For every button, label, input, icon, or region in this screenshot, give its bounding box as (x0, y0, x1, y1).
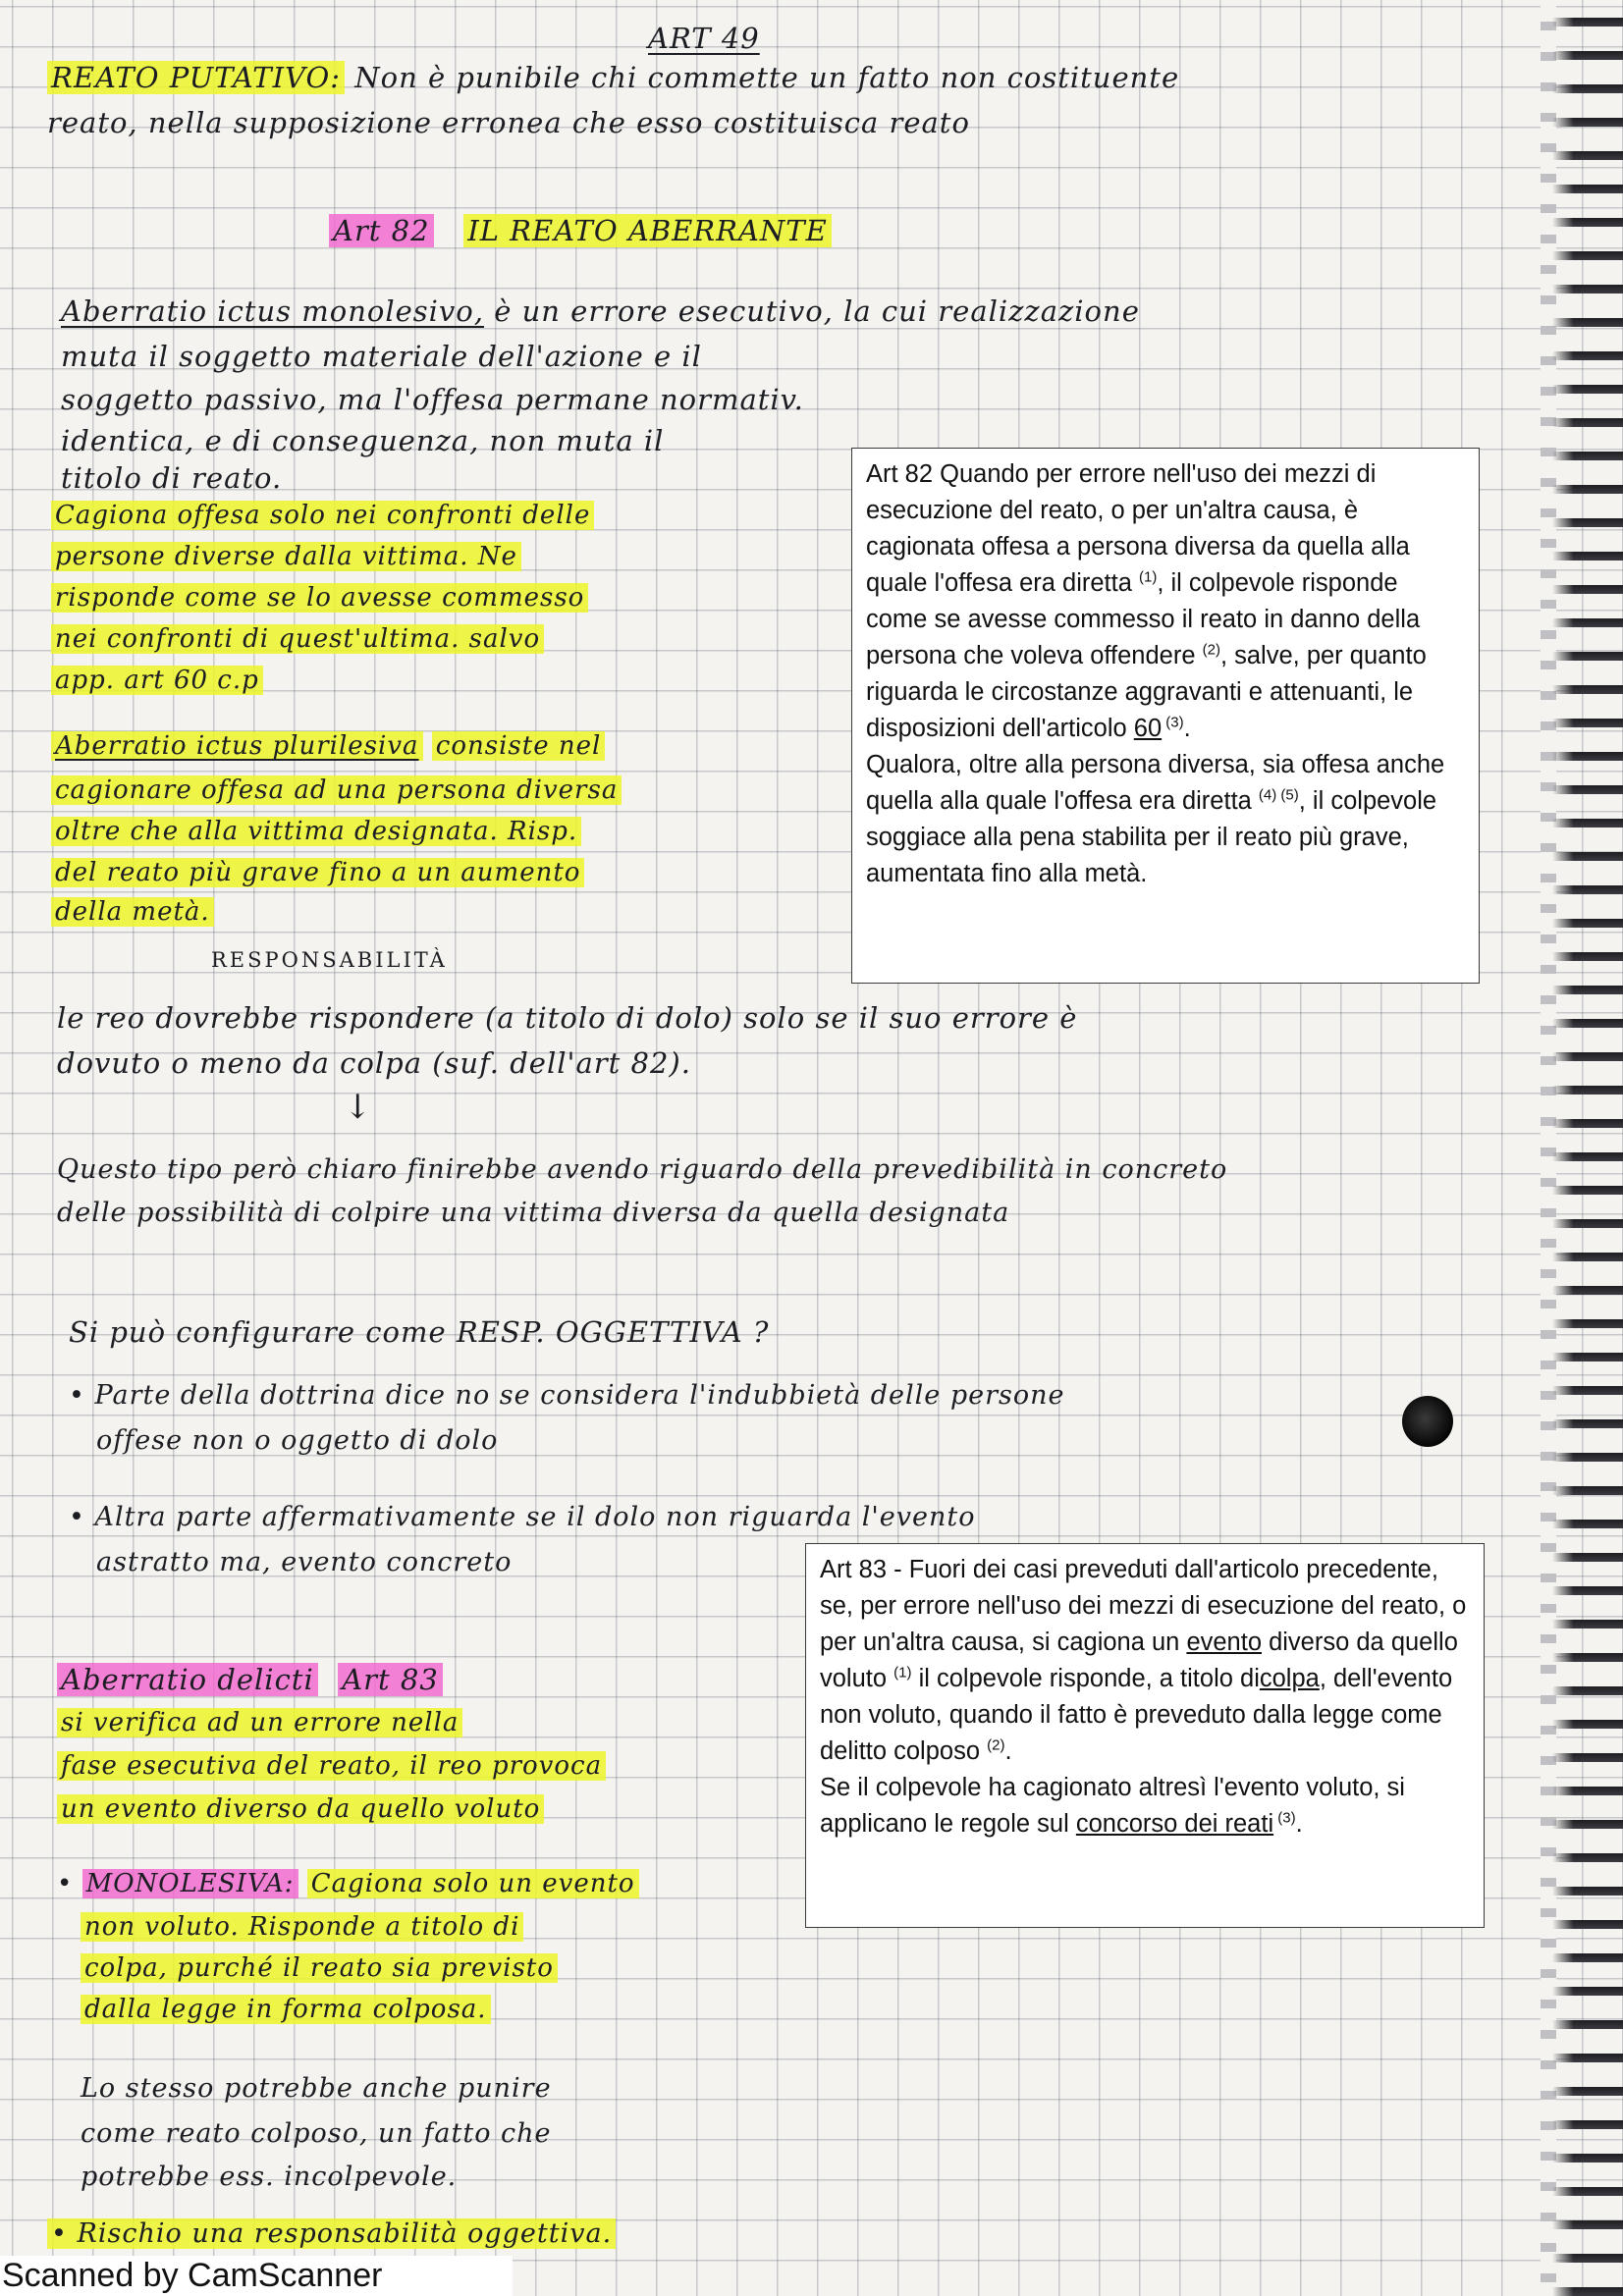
plurilesivo-text2: cagionare offesa ad una persona diversa (51, 775, 622, 805)
art83-p1-end: . (1004, 1737, 1012, 1765)
plurilesivo-label: Aberratio ictus plurilesiva (51, 731, 423, 761)
art82-footnote45: (4) (5) (1258, 786, 1299, 804)
plurilesivo-line5 (51, 897, 214, 927)
article-82-box (851, 448, 1480, 984)
art83-p2-end: . (1295, 1810, 1303, 1838)
putativo-line1 (47, 61, 1179, 94)
art82-p1-b: , il colpevole risponde come se avesse commesso il reato in danno della persona che voleva offendere (866, 569, 1421, 669)
putativo-text1: Non è punibile chi commette un fatto non costituente (354, 61, 1180, 94)
plurilesivo-line2 (51, 775, 622, 805)
delicti-text3: un evento diverso da quello voluto (57, 1794, 544, 1824)
monolesivo-line5: titolo di reato. (61, 461, 283, 495)
delicti-line3 (57, 1794, 544, 1824)
art82-p2-a: Qualora, oltre alla persona diversa, sia offesa anche quella alla quale l'offesa era diretta (866, 751, 1445, 815)
article-83-box (805, 1543, 1485, 1928)
spiral-binding (1552, 0, 1623, 2296)
bullet1-line2: offese non o oggetto di dolo (96, 1425, 499, 1456)
monolesivo-line1 (61, 294, 1140, 328)
art83-footnote2: (2) (987, 1736, 1005, 1754)
mono-text3: colpa, purché il reato sia previsto (81, 1953, 558, 1983)
putativo-label: REATO PUTATIVO: (47, 61, 345, 94)
art83-paragraph2 (820, 1770, 1470, 1842)
delicti-art: Art 83 (338, 1663, 443, 1696)
hl-line5 (51, 666, 263, 695)
questo-line2: delle possibilità di colpire una vittima diversa da quella designata (57, 1198, 1010, 1228)
art83-footnote3: (3) (1273, 1809, 1296, 1827)
last-line (47, 2218, 616, 2249)
art82-paragraph2 (866, 747, 1465, 892)
delicti-line2 (57, 1751, 606, 1781)
art82-p1-end: . (1183, 715, 1191, 742)
hl-line3 (51, 583, 588, 613)
questo-line1: Questo tipo però chiaro finirebbe avendo riguardo della prevedibilità in concreto (57, 1154, 1228, 1185)
art83-p1-a: Art 83 - Fuori dei casi preveduti dall'articolo precedente, se, per errore nell'uso dei mezzi di esecuzione del reato, o per un'altra causa, si cagiona un (820, 1556, 1467, 1656)
monolesivo-line4: identica, e di conseguenza, non muta il (61, 424, 665, 457)
hl-text5: app. art 60 c.p (51, 666, 263, 695)
hl-line1 (51, 501, 594, 530)
mono-label: MONOLESIVA: (82, 1869, 298, 1898)
mono-line1: • MONOLESIVA: Cagiona solo un evento (57, 1869, 639, 1898)
stesso-line1: Lo stesso potrebbe anche punire (81, 2073, 552, 2104)
plurilesivo-text1: consiste nel (432, 731, 606, 761)
art82-p1-a: Art 82 Quando per errore nell'uso dei mezzi di esecuzione del reato, o per un'altra causa, è cagionata offesa a persona diversa da quella alla quale l'offesa era diretta (866, 460, 1410, 597)
down-arrow-icon: ↓ (344, 1088, 373, 1127)
bullet1-text1: Parte della dottrina dice no se considera l'indubbietà delle persone (94, 1380, 1065, 1411)
plurilesivo-text3: oltre che alla vittima designata. Risp. (51, 817, 581, 846)
mono-text1: Cagiona solo un evento (307, 1869, 639, 1898)
monolesivo-line2: muta il soggetto materiale dell'azione e il (61, 340, 702, 373)
plurilesivo-text5: della metà. (51, 897, 214, 927)
art49-title: ART 49 (648, 22, 760, 55)
hl-text2: persone diverse dalla vittima. Ne (51, 542, 521, 571)
delicti-label: Aberratio delicti (57, 1663, 318, 1696)
resp-line1: le reo dovrebbe rispondere (a titolo di dolo) solo se il suo errore è (57, 1001, 1078, 1035)
resp-line2: dovuto o meno da colpa (suf. dell'art 82). (57, 1046, 691, 1080)
stesso-line3: potrebbe ess. incolpevole. (81, 2162, 458, 2192)
art83-p1-b: diverso da quello voluto (820, 1629, 1458, 1692)
mono-text4: dalla legge in forma colposa. (81, 1995, 491, 2024)
hl-text1: Cagiona offesa solo nei confronti delle (51, 501, 594, 530)
bullet2-line2: astratto ma, evento concreto (96, 1547, 513, 1577)
scanner-watermark: Scanned by CamScanner (0, 2256, 513, 2296)
plurilesivo-line4 (51, 858, 584, 887)
art82-footnote2: (2) (1202, 641, 1220, 659)
art82-footnote3: (3) (1162, 714, 1184, 731)
colpa-link[interactable]: colpa (1259, 1665, 1320, 1692)
mono-line2 (81, 1912, 523, 1942)
mono-line4 (81, 1995, 491, 2024)
question-line: Si può configurare come RESP. OGGETTIVA ? (69, 1315, 770, 1349)
responsabilita-heading: RESPONSABILITÀ (211, 948, 448, 972)
monolesivo-label: Aberratio ictus monolesivo, (61, 294, 484, 328)
art83-paragraph1 (820, 1552, 1470, 1770)
art83-p2-a: Se il colpevole ha cagionato altresì l'evento voluto, si applicano le regole sul (820, 1774, 1405, 1838)
delicti-text2: fase esecutiva del reato, il reo provoca (57, 1751, 606, 1781)
evento-link[interactable]: evento (1186, 1629, 1262, 1656)
delicti-heading (57, 1663, 443, 1696)
art83-p1-c: il colpevole risponde, a titolo di (911, 1665, 1260, 1692)
concorso-link[interactable]: concorso dei reati (1075, 1810, 1274, 1838)
art83-p1-d: , dell'evento non voluto, quando il fatto è preveduto dalla legge come delitto colposo (820, 1665, 1453, 1765)
bullet1-line1: • Parte della dottrina dice no se considera l'indubbietà delle persone (69, 1380, 1065, 1411)
art82-prefix: Art 82 (329, 214, 434, 247)
putativo-line2: reato, nella supposizione erronea che esso costituisca reato (47, 106, 970, 139)
monolesivo-text1: è un errore esecutivo, la cui realizzazione (494, 294, 1140, 328)
art82-title: IL REATO ABERRANTE (463, 214, 832, 247)
art82-p1-c: , salve, per quanto riguarda le circostanze aggravanti e attenuanti, le disposizioni dell'articolo (866, 642, 1427, 742)
hl-text4: nei confronti di quest'ultima. salvo (51, 624, 544, 654)
monolesivo-line3: soggetto passivo, ma l'offesa permane normativ. (61, 383, 804, 416)
art82-paragraph1 (866, 456, 1465, 747)
plurilesivo-text4: del reato più grave fino a un aumento (51, 858, 584, 887)
art82-footnote1: (1) (1139, 568, 1158, 586)
last-text: • Rischio una responsabilità oggettiva. (47, 2218, 616, 2249)
mono-line3 (81, 1953, 558, 1983)
plurilesivo-line1 (51, 731, 605, 761)
delicti-text1: si verifica ad un errore nella (57, 1708, 462, 1737)
punch-hole (1402, 1396, 1453, 1447)
bullet2-text1: Altra parte affermativamente se il dolo non riguarda l'evento (94, 1502, 976, 1532)
stesso-line2: come reato colposo, un fatto che (81, 2118, 552, 2149)
hl-text3: risponde come se lo avesse commesso (51, 583, 588, 613)
hl-line4 (51, 624, 544, 654)
delicti-line1 (57, 1708, 462, 1737)
bullet2-line1: • Altra parte affermativamente se il dolo non riguarda l'evento (69, 1502, 976, 1532)
mono-text2: non voluto. Risponde a titolo di (81, 1912, 523, 1942)
art83-footnote1: (1) (893, 1664, 912, 1682)
art82-heading (329, 214, 832, 247)
art82-p2-b: , il colpevole soggiace alla pena stabilita per il reato più grave, aumentata fino alla metà. (866, 787, 1437, 887)
plurilesivo-line3 (51, 817, 581, 846)
hl-line2 (51, 542, 521, 571)
art60-link[interactable]: 60 (1133, 715, 1163, 742)
